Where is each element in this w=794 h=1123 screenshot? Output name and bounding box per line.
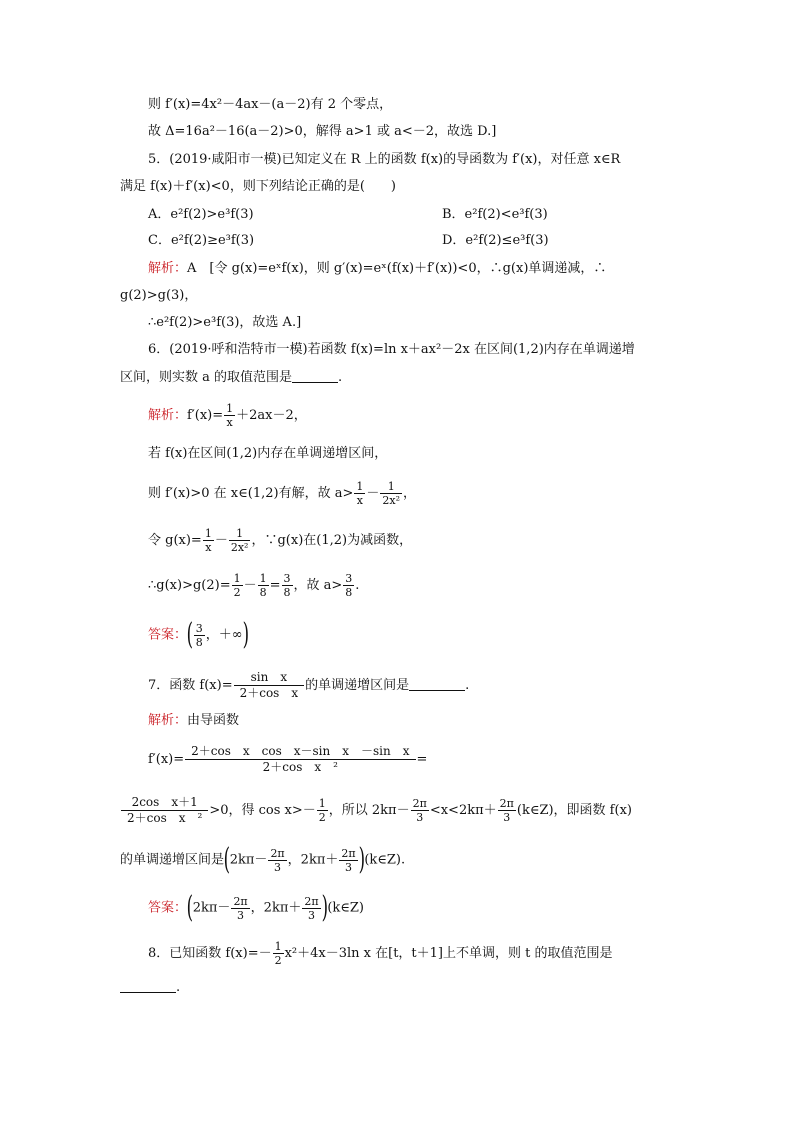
- q5-solution-line2: g(2)>g(3)，: [120, 288, 198, 303]
- fraction: $\frac{2\pi}{3}$: [304, 894, 319, 922]
- q7-solution-line1: 解析：由导函数: [148, 713, 240, 728]
- solution-label: 解析：: [148, 408, 188, 423]
- fraction: $\frac{1}{x}$: [226, 402, 234, 429]
- q6-answer: 答案：( $\frac{3}{8}$ ，＋∞): [148, 617, 249, 652]
- fraction: $\frac{1}{2}$: [318, 797, 326, 824]
- q5-solution-line3: ∴e²f(2)>e³f(3)，故选 A.]: [148, 315, 302, 330]
- fraction: $\frac{1}{2}$: [233, 572, 241, 599]
- q5-option-c: C．e²f(2)≥e³f(3): [148, 233, 255, 248]
- answer-label: 答案：: [148, 900, 188, 916]
- fraction: $\frac{3}{8}$: [283, 572, 291, 599]
- q7-solution-line2: f′(x)= $\frac{\text{2＋cos x cos x－sin x －sin x}}{\text{2＋cos x ²}}$ =: [148, 744, 428, 774]
- q5-option-b: B．e²f(2)<e³f(3): [442, 207, 548, 222]
- q6-solution-line1: 解析：f′(x)= $\frac{1}{x}$ ＋2ax－2，: [148, 402, 307, 429]
- line-discriminant: 故 Δ=16a²－16(a－2)>0，解得 a>1 或 a<－2，故选 D.]: [148, 124, 497, 139]
- q7-answer: 答案：(2kπ－ $\frac{2\pi}{3}$ ，2kπ＋ $\frac{2\pi}{3}$ )(k∈Z): [148, 890, 365, 925]
- answer-blank: [409, 676, 465, 691]
- fraction: $\frac{2\pi}{3}$: [233, 894, 248, 922]
- fraction: $\frac{\text{2cos x＋1}}{\text{2＋cos x ²}}$: [121, 795, 208, 826]
- q6-solution-line3: 则 f′(x)>0 在 x∈(1,2)有解，故 a> $\frac{1}{x}$ － $\frac{1}{\text{2x²}}$ ，: [148, 480, 417, 507]
- q5-stem-line2: 满足 f(x)＋f′(x)<0，则下列结论正确的是( ): [120, 179, 396, 194]
- fraction: $\frac{2\pi}{3}$: [341, 846, 356, 874]
- fraction: $\frac{1}{\text{2x²}}$: [382, 480, 400, 507]
- q5-stem-line1: 5．(2019·咸阳市一模)已知定义在 R 上的函数 f(x)的导函数为 f′(x)，对任意 x∈R: [148, 152, 621, 167]
- answer-label: 答案：: [148, 627, 188, 643]
- fraction: $\frac{2\pi}{3}$: [270, 846, 285, 874]
- fraction: $\frac{1}{2}$: [274, 940, 282, 967]
- q6-stem-line1: 6．(2019·呼和浩特市一模)若函数 f(x)=ln x＋ax²－2x 在区间(1,2)内存在单调递增: [148, 342, 635, 357]
- fraction: $\frac{1}{\text{2x²}}$: [230, 527, 249, 554]
- fraction: $\frac{1}{x}$: [356, 480, 364, 507]
- fraction: $\frac{1}{x}$: [204, 527, 212, 554]
- fraction: $\frac{1}{8}$: [259, 572, 267, 599]
- q5-solution-line1: 解析：A [令 g(x)=eˣf(x)，则 g′(x)=eˣ(f(x)＋f′(x))<0，∴g(x)单调递减，∴: [148, 261, 607, 276]
- fraction: $\frac{3}{8}$: [195, 621, 203, 649]
- q7-solution-line3: $\frac{\text{2cos x＋1}}{\text{2＋cos x ²}}$ >0，得 cos x>－ $\frac{1}{2}$ ，所以 2kπ－ $\frac{2\pi}{3}$ <x<2kπ＋ $\frac{2\pi}{3}$ (k∈Z)，即函数 f(x): [120, 795, 632, 826]
- solution-label: 解析：: [148, 713, 188, 728]
- q6-solution-line2: 若 f(x)在区间(1,2)内存在单调递增区间，: [148, 446, 388, 461]
- q6-solution-line5: ∴g(x)>g(2)= $\frac{1}{2}$ － $\frac{1}{8}$ = $\frac{3}{8}$ ，故 a> $\frac{3}{8}$ .: [148, 572, 360, 599]
- answer-blank: [292, 368, 338, 383]
- fraction: $\frac{\text{2＋cos x cos x－sin x －sin x}}{\text{2＋cos x ²}}$: [185, 744, 415, 775]
- fraction: $\frac{3}{8}$: [345, 572, 353, 599]
- q8-stem-line1: 8．已知函数 f(x)=－ $\frac{1}{2}$ x²＋4x－3ln x 在[t，t＋1]上不单调，则 t 的取值范围是: [148, 940, 613, 967]
- fraction: $\frac{\text{sin x}}{\text{2＋cos x}}$: [234, 670, 305, 701]
- q5-option-d: D．e²f(2)≤e³f(3): [442, 233, 549, 248]
- q8-stem-line2: .: [120, 978, 180, 997]
- answer-blank: [120, 978, 176, 993]
- fraction: $\frac{2\pi}{3}$: [499, 797, 514, 824]
- q6-solution-line4: 令 g(x)= $\frac{1}{x}$ － $\frac{1}{\text{2x²}}$ ，∵g(x)在(1,2)为减函数，: [148, 527, 413, 554]
- solution-label: 解析：: [148, 261, 188, 276]
- line-zeros: 则 f′(x)=4x²－4ax－(a－2)有 2 个零点，: [148, 97, 393, 112]
- q6-stem-line2: 区间，则实数 a 的取值范围是 .: [120, 370, 343, 385]
- q7-solution-line4: 的单调递增区间是(2kπ－ $\frac{2\pi}{3}$ ，2kπ＋ $\frac{2\pi}{3}$ )(k∈Z).: [120, 842, 406, 877]
- fraction: $\frac{2\pi}{3}$: [412, 797, 427, 824]
- q5-option-a: A．e²f(2)>e³f(3): [148, 207, 254, 222]
- q7-stem: 7．函数 f(x)= $\frac{\text{sin x}}{\text{2＋cos x}}$ 的单调递增区间是 .: [148, 670, 470, 700]
